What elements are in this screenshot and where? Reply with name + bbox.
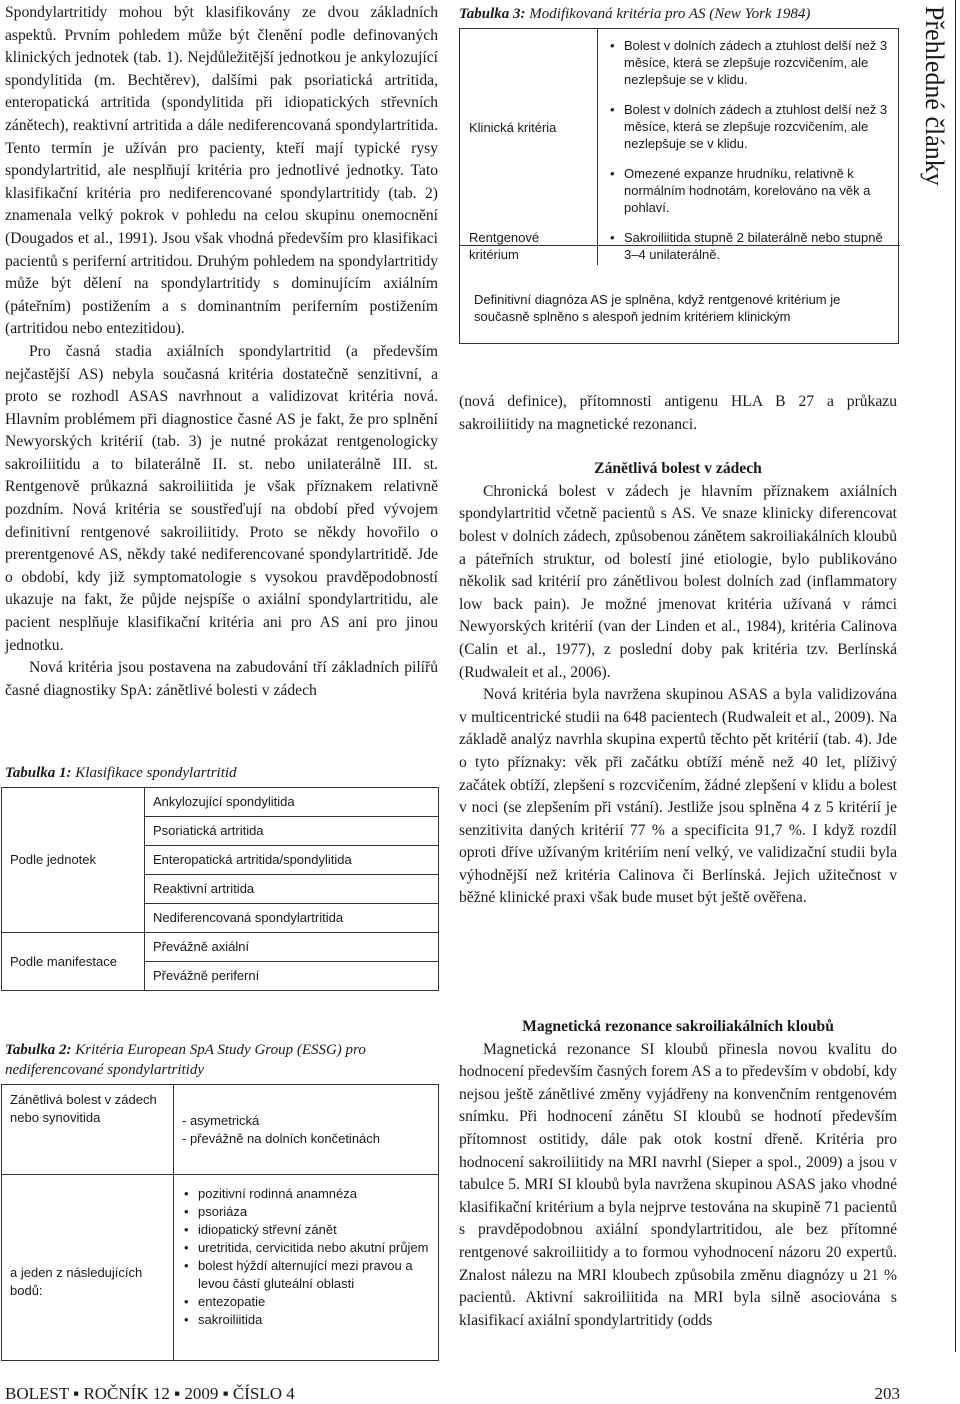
side-rule [927,0,956,1352]
table2-item: - převážně na dolních končetinách [182,1130,381,1146]
paragraph: Spondylartritidy mohou být klasifikovány ze dvou základních aspektů. Prvním pohledem může být členění podle definovaných klinických jednotek (tab. 1). Nejdůležitější jednotkou je ankylozující spondylitida (m. Bechtěrev), dalšími pak psoriatická artritida, enteropatická artritida (spondylitida při idiopatických střevních zánětech), reaktivní artritida a dále nediferencovaná spondylartritida. Tento termín je užíván pro pacienty, kteří mají typické rysy spondylartritid, ale nesplňují kritéria pro jednotlivé jednotky. Tato klasifikační kritéria pro nediferencované spondylartritidy (tab. 2) znamenala velký pokrok v pohledu na celou skupinu onemocnění (Dougados et al., 1991). Jsou však vhodná především pro klasifikaci pacientů s periferní artritidou. Druhým pohledem na spondylartritidy může být dělení na spondylartritidy s dominujícím axiálním (páteřním) postižením a s dominantním periferním postižením (artritidou nebo entezitidou). [5,4,438,338]
caption-text: Klasifikace spondylartritid [71,765,237,781]
table2-item: - asymetrická [182,1112,260,1128]
table2 [1,1084,439,1361]
divider [597,29,598,265]
table3-xray-list [608,229,890,263]
caption-text: Modifikovaná kritéria pro AS (New York 1984) [525,6,811,22]
caption-text: Kritéria European SpA Study Group (ESSG) pro nediferencované spondylartritidy [5,1042,366,1078]
table3-clinical-label: Klinická kritéria [469,120,557,135]
footer-journal: BOLEST ▪ ROČNÍK 12 ▪ 2009 ▪ ČÍSLO 4 [5,1384,295,1403]
list-item: • sakroiliitida [182,1311,430,1329]
list-item: • Bolest v dolních zádech a ztuhlost delší než 3 měsíce, která se zlepšuje rozcvičením, ale nezlepšuje se v klidu. [608,37,890,88]
paragraph: Nová kritéria jsou postavena na zabudování tří základních pilířů časné diagnostiky SpA: zánětlivé bolesti v zádech [5,659,438,699]
table1-caption [5,763,438,783]
table1-cell: Enteropatická artritida/spondylitida [145,846,439,875]
list-item: • entezopatie [182,1293,430,1311]
section-side-label: Přehledné články [920,6,949,186]
list-item: • psoriáza [182,1203,430,1221]
list-item: • Omezené expanze hrudníku, relativně k normálním hodnotám, korelováno na věk a pohlaví. [608,165,890,216]
table1-cell: Psoriatická artritida [145,817,439,846]
table3-xray-label: Rentgenové kritérium [469,230,540,262]
paragraph: Magnetická rezonance SI kloubů přinesla novou kvalitu do hodnocení především časných forem AS a to především v období, kdy nejsou ještě zánětlivé změny vyjádřeny na konvenčním rentgenovém snímku. Při hodnocení zánětu SI kloubů se hodnotí především přítomnost ostitidy, dále pak otok kostní dřeně. Kritéria pro hodnocení sakroiliitidy na MRI navrhl (Sieper a spol., 2009) a jsou v tabulce 5. MRI SI kloubů byla navržena skupinou ASAS jako vhodné klasifikační kritérium a byla nejprve testována na skupině 71 pacientů s pravděpodobnou axiální spondylartritidou, ale bez přítomné rentgenové sakroiliitidy a to formou vyhodnocení názoru 20 expertů. Znalost nálezu na MRI kloubech způsobila změnu diagnózy u 21 % pacientů. Aktivní sakroiliitida na MRI byla silně asociována s klasifikací axiální spondylartritidy (odds [459,1040,897,1329]
table3-definitive-note: Definitivní diagnóza AS je splněna, když rentgenové kritérium je současně splněno s alespoň jedním kritériem klinickým [474,292,841,324]
list-item: • Bolest v dolních zádech a ztuhlost delší než 3 měsíce, která se zlepšuje rozcvičením, ale nezlepšuje se v klidu. [608,101,890,152]
left-column [5,2,438,702]
paragraph: (nová definice), přítomnosti antigenu HLA B 27 a průkazu sakroiliitidy na magnetické rezonanci. [459,393,897,433]
table3-clinical-list [608,37,890,216]
table1-cell: Ankylozující spondylitida [145,788,439,817]
table1-cell: Nediferencovaná spondylartritida [145,904,439,933]
list-item: • pozitivní rodinná anamnéza [182,1185,430,1203]
list-item: • uretritida, cervicitida nebo akutní průjem [182,1239,430,1257]
list-item: • Sakroiliitida stupně 2 bilaterálně nebo stupně 3–4 unilaterálně. [608,229,890,263]
caption-label: Tabulka 3: [459,6,526,22]
section-heading: Magnetická rezonance sakroiliakálních kloubů [522,1018,834,1035]
table1 [1,787,439,991]
table1-group-label: Podle jednotek [2,788,145,933]
table1-cell: Převážně axiální [145,933,439,962]
page-number: 203 [874,1384,900,1403]
table2-row2-label: a jeden z následujících bodů: [2,1175,174,1361]
paragraph: Chronická bolest v zádech je hlavním příznakem axiálních spondylartritid včetně pacientů s AS. Ve snaze klinicky diferencovat bolest v dolních zádech, způsobenou zánětem sakroiliakálních kloubů a páteřních struktur, od bolestí jiné etiologie, bylo publikováno několik sad kritérií pro zánětlivou bolest dolních zad (inflammatory low back pain). Je možné jmenovat kritéria užívaná v rámci Newyorských kritérií (van der Linden et al., 1984), kritéria Calinova (Calin et al., 1977), z poslední doby pak kritéria tzv. Berlínská (Rudwaleit et al., 2006). [459,482,897,681]
table1-cell: Převážně periferní [145,962,439,991]
list-item: • bolest hýždí alternující mezi pravou a levou částí gluteální oblasti [182,1257,430,1293]
section-heading: Zánětlivá bolest v zádech [594,460,762,478]
table2-row1-label: Zánětlivá bolest v zádech nebo synovitida [2,1085,174,1175]
right-column-lower [459,1016,897,1332]
paragraph: Pro časná stadia axiálních spondylartritid (a především nejčastější AS) nebyla současná kritéria dostatečně senzitivní, a proto se rozhodl ASAS navrhnout a validizovat kritéria nová. Hlavním problémem při diagnostice časné AS je fakt, že pro splnění Newyorských kritérií (tab. 3) je nutné prokázat rentgenologicky sakroiliitidu a to bilaterálně II. st. nebo unilaterálně III. st. Rentgenově průkazná sakroiliitida je však příznakem relativně pozdním. Nová kritéria se soustřeďují na období před vývojem definitivní rentgenové sakroiliitidy. Proto se někdy hovořilo o prerentgenové AS, někdy také nediferencované spondylartritidě. Jde o období, kdy již symptomatologie s vysokou pravděpodobností ukazuje na fakt, že půjde nejspíše o axiální spondylartritidu, ale pacient nesplňuje klasifikační kritéria ani pro AS ani pro jinou jednotku. [5,342,438,654]
table1-group-label: Podle manifestace [2,933,145,991]
paragraph: Nová kritéria byla navržena skupinou ASAS a byla validizována v multicentrické studii na 648 pacientech (Rudwaleit et al., 2009). Na základě analýz navrhla skupina expertů těchto pět kritérií (tab. 4). Jde o tyto příznaky: věk při začátku obtíží méně než 40 let, plíživý začátek obtíží, zlepšení s rozcvičením, žádné zlepšení v klidu a bolest v noci (se zlepšením při vstání). Jestliže jsou splněna 4 z 5 kritérií je senzitivita daných kritérií 77 % a specificita 91,7 %. I když rozdíl oproti dříve užívaným kritériím není velký, ve validizační studii byla výhodnější než kritéria Calinova či Berlínská. Jejich užitečnost v běžné klinické praxi však bude muset být ještě ověřena. [459,686,897,907]
table2-caption [5,1040,438,1080]
table2-list [182,1185,430,1329]
table3-caption [459,4,899,24]
caption-label: Tabulka 1: [5,765,72,781]
list-item: • idiopatický střevní zánět [182,1221,430,1239]
right-column [459,391,897,910]
table3 [459,28,899,344]
caption-label: Tabulka 2: [5,1042,72,1058]
table1-cell: Reaktivní artritida [145,875,439,904]
